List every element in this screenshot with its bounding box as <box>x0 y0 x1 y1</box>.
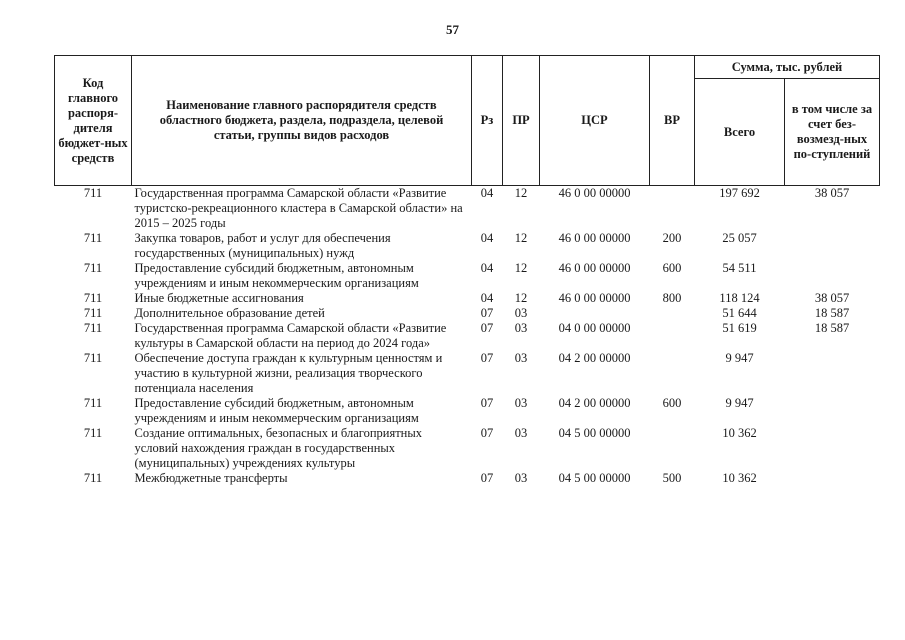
table-row <box>55 231 880 261</box>
page-number: 57 <box>446 22 459 37</box>
cell-vr <box>650 186 695 232</box>
budget-table <box>54 55 880 486</box>
cell-name: Иные бюджетные ассигнования <box>134 291 304 305</box>
table-row <box>55 261 880 291</box>
cell-incl <box>785 261 880 291</box>
cell-rz: 07 <box>480 471 494 485</box>
cell-total: 9 947 <box>725 351 754 365</box>
cell-rz: 04 <box>480 261 494 275</box>
cell-rz: 07 <box>480 321 494 335</box>
cell-total: 197 692 <box>719 186 760 200</box>
cell-rz: 04 <box>480 186 494 200</box>
cell-pr: 03 <box>514 471 528 485</box>
header-rz: Рз <box>472 56 503 186</box>
cell-rz: 07 <box>480 351 494 365</box>
cell-total: 10 362 <box>722 471 757 485</box>
header-name: Наименование главного распорядителя средств областного бюджета, раздела, подраздела, целевой статьи, группы видов расходов <box>132 56 472 186</box>
cell-pr: 12 <box>514 291 528 305</box>
table-row <box>55 321 880 351</box>
table-row <box>55 186 880 232</box>
cell-incl <box>785 426 880 471</box>
cell-pr: 12 <box>514 261 528 275</box>
cell-csr: 04 5 00 00000 <box>558 471 631 485</box>
cell-code: 711 <box>83 351 103 365</box>
cell-code: 711 <box>83 231 103 245</box>
cell-rz: 07 <box>480 306 494 320</box>
cell-pr: 03 <box>514 321 528 335</box>
table-header <box>55 56 880 186</box>
cell-csr: 04 2 00 00000 <box>558 396 631 410</box>
header-csr: ЦСР <box>540 56 650 186</box>
cell-total: 51 619 <box>722 321 757 335</box>
cell-vr <box>650 321 695 351</box>
header-pr: ПР <box>503 56 540 186</box>
cell-total: 118 124 <box>719 291 760 305</box>
cell-incl <box>785 351 880 396</box>
cell-csr: 04 5 00 00000 <box>558 426 631 440</box>
header-code: Код главного распоря-дителя бюджет-ных средств <box>55 56 132 186</box>
cell-code: 711 <box>83 471 103 485</box>
cell-pr: 03 <box>514 426 528 440</box>
header-incl: в том числе за счет без-возмезд-ных по-ступлений <box>785 79 880 186</box>
cell-csr <box>540 306 650 321</box>
cell-pr: 03 <box>514 351 528 365</box>
cell-csr: 04 2 00 00000 <box>558 351 631 365</box>
cell-code: 711 <box>83 321 103 335</box>
cell-code: 711 <box>83 426 103 440</box>
cell-total: 9 947 <box>725 396 754 410</box>
table-row <box>55 351 880 396</box>
cell-vr: 800 <box>662 291 682 305</box>
cell-name: Закупка товаров, работ и услуг для обеспечения государственных (муниципальных) нужд <box>134 231 391 260</box>
cell-vr <box>650 426 695 471</box>
table-row <box>55 306 880 321</box>
cell-code: 711 <box>83 186 103 200</box>
cell-incl <box>785 396 880 426</box>
cell-name: Государственная программа Самарской области «Развитие туристско-рекреационного кластера в Самарской области» на 2015 – 2025 годы <box>134 186 463 230</box>
cell-code: 711 <box>83 291 103 305</box>
cell-pr: 03 <box>514 396 528 410</box>
cell-name: Предоставление субсидий бюджетным, автономным учреждениям и иным некоммерческим организациям <box>134 396 419 425</box>
table-row <box>55 471 880 486</box>
cell-pr: 03 <box>514 306 528 320</box>
cell-vr: 600 <box>662 261 682 275</box>
header-sum-group: Сумма, тыс. рублей <box>695 56 880 79</box>
cell-name: Предоставление субсидий бюджетным, автономным учреждениям и иным некоммерческим организациям <box>134 261 419 290</box>
cell-total: 25 057 <box>722 231 757 245</box>
cell-name: Межбюджетные трансферты <box>134 471 288 485</box>
cell-rz: 07 <box>480 396 494 410</box>
cell-incl: 38 057 <box>814 291 850 305</box>
cell-csr: 46 0 00 00000 <box>558 231 631 245</box>
cell-csr: 46 0 00 00000 <box>558 291 631 305</box>
cell-name: Обеспечение доступа граждан к культурным ценностям и участию в культурной жизни, реализация творческого потенциала населения <box>134 351 443 395</box>
cell-vr: 500 <box>662 471 682 485</box>
table-body <box>55 186 880 487</box>
cell-code: 711 <box>83 261 103 275</box>
cell-vr: 600 <box>662 396 682 410</box>
cell-incl: 18 587 <box>814 306 850 320</box>
cell-incl <box>785 471 880 486</box>
cell-csr: 46 0 00 00000 <box>558 261 631 275</box>
table-row <box>55 291 880 306</box>
cell-vr <box>650 306 695 321</box>
cell-vr <box>650 351 695 396</box>
cell-incl: 18 587 <box>814 321 850 335</box>
cell-code: 711 <box>83 306 103 320</box>
header-total: Всего <box>695 79 785 186</box>
cell-csr: 46 0 00 00000 <box>558 186 631 200</box>
cell-vr: 200 <box>662 231 682 245</box>
cell-incl: 38 057 <box>814 186 850 200</box>
cell-name: Дополнительное образование детей <box>134 306 325 320</box>
table-row <box>55 426 880 471</box>
cell-code: 711 <box>83 396 103 410</box>
cell-csr: 04 0 00 00000 <box>558 321 631 335</box>
cell-rz: 04 <box>480 291 494 305</box>
cell-total: 51 644 <box>722 306 757 320</box>
cell-rz: 07 <box>480 426 494 440</box>
cell-pr: 12 <box>514 231 528 245</box>
cell-total: 54 511 <box>722 261 757 275</box>
header-vr: ВР <box>650 56 695 186</box>
cell-name: Создание оптимальных, безопасных и благоприятных условий нахождения граждан в государственных (муниципальных) учреждениях культуры <box>134 426 423 470</box>
cell-incl <box>785 231 880 261</box>
table-row <box>55 396 880 426</box>
cell-name: Государственная программа Самарской области «Развитие культуры в Самарской области на период до 2024 года» <box>134 321 447 350</box>
cell-rz: 04 <box>480 231 494 245</box>
cell-total: 10 362 <box>722 426 757 440</box>
cell-pr: 12 <box>514 186 528 200</box>
